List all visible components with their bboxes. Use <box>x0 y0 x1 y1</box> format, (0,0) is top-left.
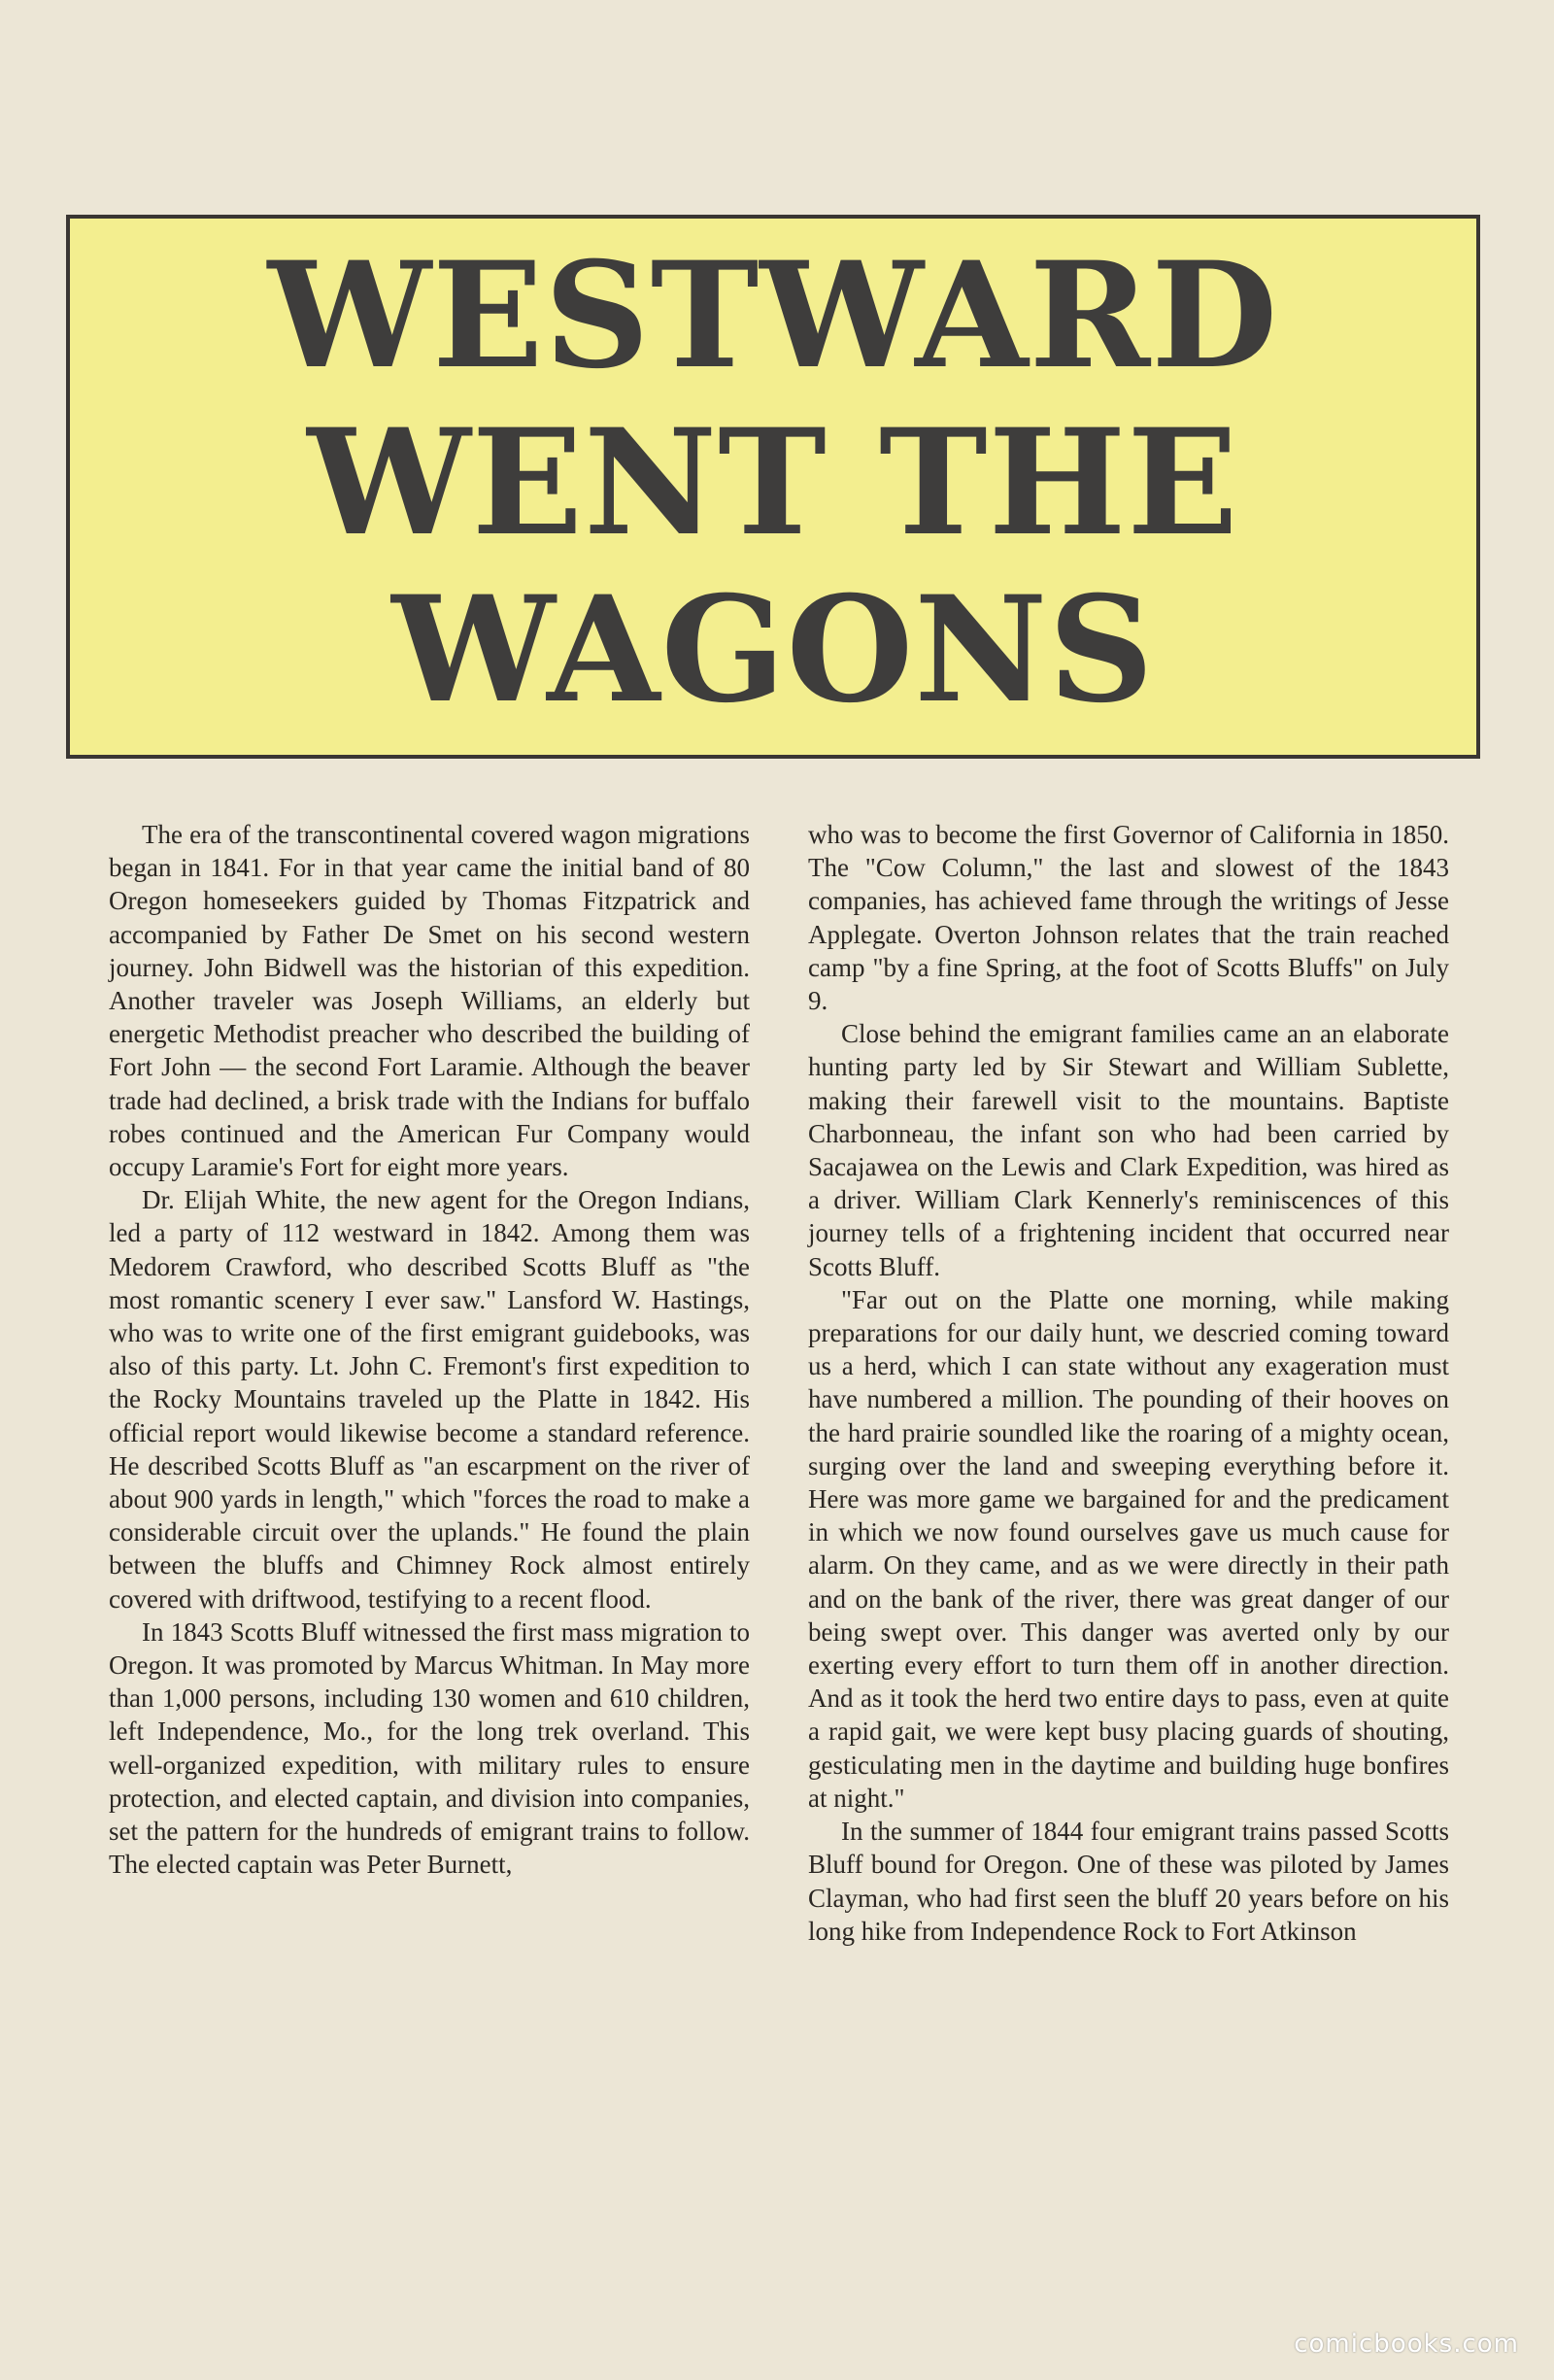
title-line-1: WESTWARD <box>267 230 1279 401</box>
watermark: comicbooks.com <box>1294 2329 1519 2359</box>
paragraph: Close behind the emigrant families came an an elaborate hunting party led by Sir Stewart and William Sublette, making their farewell visit to the mountains. Baptiste Charbonneau, the infant son who had been carried by Sacajawea on the Lewis and Clark Expedition, was hired as a driver. William Clark Kennerly's reminiscences of this journey tells of a frightening incident that occurred near Scotts Bluff. <box>808 1019 1449 1281</box>
article-left-column <box>109 818 750 1882</box>
paragraph: "Far out on the Platte one morning, while making preparations for our daily hunt, we descried coming toward us a herd, which I can state without any exageration must have numbered a million. The pounding of their hooves on the hard prairie soundled like the roaring of a mighty ocean, surging over the land and sweeping everything before it. Here was more game we bargained for and the predicament in which we now found ourselves gave us much cause for alarm. On they came, and as we were directly in their path and on the bank of the river, there was great danger of our being swept over. This danger was averted only by our exerting every effort to turn them off in another direction. And as it took the herd two entire days to pass, even at quite a rapid gait, we were kept busy placing guards of shouting, gesticulating men in the daytime and building huge bonfires at night." <box>808 1284 1449 1813</box>
title-line-3: WAGONS <box>391 564 1155 735</box>
title-line-2: WENT THE <box>307 397 1239 568</box>
paragraph: Dr. Elijah White, the new agent for the Oregon Indians, led a party of 112 westward in 1842. Among them was Medorem Crawford, who described Scotts Bluff as "the most romantic scenery I ever saw." Lansford W. Hastings, who was to write one of the first emigrant guidebooks, was also of this party. Lt. John C. Fremont's first expedition to the Rocky Mountains traveled up the Platte in 1842. His official report would likewise become a standard reference. He described Scotts Bluff as "an escarpment on the river of about 900 yards in length," which "forces the road to make a considerable circuit over the uplands." He found the plain between the bluffs and Chimney Rock almost entirely covered with driftwood, testifying to a recent flood. <box>109 1185 750 1614</box>
paragraph: In 1843 Scotts Bluff witnessed the first mass migration to Oregon. It was promoted by Marcus Whitman. In May more than 1,000 persons, including 130 women and 610 children, left Independence, Mo., for the long trek overland. This well-organized expedition, with military rules to ensure protection, and elected captain, and division into companies, set the pattern for the hundreds of emigrant trains to follow. The elected captain was Peter Burnett, <box>109 1616 750 1880</box>
paragraph: who was to become the first Governor of California in 1850. The "Cow Column," the last and slowest of the 1843 companies, has achieved fame through the writings of Jesse Applegate. Overton Johnson relates that the train reached camp "by a fine Spring, at the foot of Scotts Bluffs" on July 9. <box>808 820 1449 1016</box>
paragraph: In the summer of 1844 four emigrant trains passed Scotts Bluff bound for Oregon. One of these was piloted by James Clayman, who had first seen the bluff 20 years before on his long hike from Independence Rock to Fort Atkinson <box>808 1817 1449 1946</box>
paragraph: The era of the transcontinental covered wagon migrations began in 1841. For in that year came the initial band of 80 Oregon homeseekers guided by Thomas Fitzpatrick and accompanied by Father De Smet on his second western journey. John Bidwell was the historian of this expedition. Another traveler was Joseph Williams, an elderly but energetic Methodist preacher who described the building of Fort John — the second Fort Laramie. Although the beaver trade had declined, a brisk trade with the Indians for buffalo robes continued and the American Fur Company would occupy Laramie's Fort for eight more years. <box>109 820 750 1182</box>
article-right-column <box>808 818 1449 1948</box>
title-banner <box>66 215 1480 759</box>
